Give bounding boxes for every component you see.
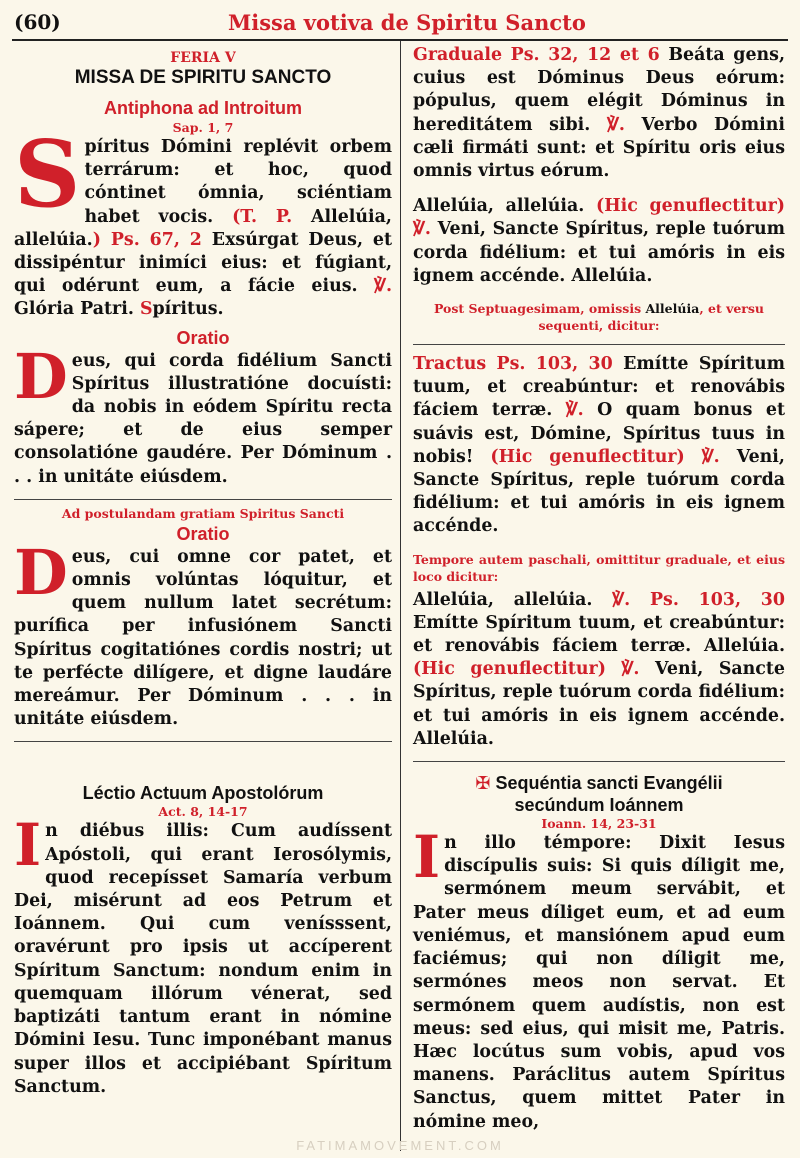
genuflect-rubric: (Hic genuflectitur) (490, 446, 685, 467)
versicle-icon: ℣. (374, 276, 392, 297)
page-number: (60) (14, 10, 61, 34)
versicle-psalm-ref: ℣. Ps. 103, 30 (612, 589, 785, 610)
graduale-label: Graduale Ps. 32, 12 et 6 (413, 45, 660, 65)
introit-title: Antiphona ad Introitum (104, 98, 302, 118)
gospel-title-2: secúndum Ioánnem (514, 795, 684, 816)
right-column (413, 44, 785, 1134)
septuag-part1: Post Septuagesimam, omissis (433, 301, 646, 317)
oratio1-text (14, 339, 392, 489)
septuag-alleluia: Allelúia (645, 301, 700, 317)
tractus-part2: O quam bonus et suávis est, Dómine, Spíritus tuus in nobis! (413, 400, 785, 467)
versicle-icon: ℣. (605, 659, 640, 680)
graduale-text (413, 44, 785, 183)
column-divider (400, 41, 401, 1151)
paschal-rubric: Tempore autem paschali, omittitur graduale, et eius loco dicitur: (413, 551, 785, 584)
postulandam-heading: Ad postulandam gratiam Spiritus Sancti (61, 505, 345, 521)
page-header (0, 0, 800, 40)
oratio1-title: Oratio (176, 327, 230, 348)
tractus-text (413, 353, 785, 539)
alleluia2-text (413, 589, 785, 751)
oratio1-body: eus, qui corda fidélium Sancti Spíritus illustratióne docuísti: da nobis in eódem Spíritu recta sápere; et de eius semper consolatióne gaudére. Per Dóminum . . . in unitáte eiúsdem. (14, 350, 392, 487)
versicle-icon: ℣. (684, 446, 720, 467)
dropcap-s: S (14, 120, 81, 228)
alleluia2-part3: Veni, Sancte Spíritus, reple tuórum corda fidélium: et tui amóris in eis ignem accénde. Allelúia. (413, 659, 785, 749)
dropcap-i: I (14, 811, 42, 880)
introit-ref: Sap. 1, 7 (172, 120, 234, 135)
introit-part2: Allelúia, allelúia. (14, 206, 392, 250)
graduale-part2: Verbo Dómini cæli firmáti sunt: et Spíritu oris eius omnis virtus eórum. (413, 114, 785, 182)
cross-icon: ✠ (475, 773, 491, 794)
lectio-title: Léctio Actuum Apostolórum (82, 783, 324, 804)
introit-part1: píritus Dómini replévit orbem terrárum: et hoc, quod cóntinet ómnia, sciéntiam habet vocis. (84, 137, 392, 227)
introit-tp: (T. P. (232, 206, 293, 227)
lectio-body: n diébus illis: Cum audíssent Apóstoli, qui erant Ierosólymis, quod recepísset Samaría verbum Dei, misérunt ad eos Petrum et Ioánnem. Qui cum venísssent, oravérunt pro ipsis ut accíperent Spíritum Sanctum: nondum enim in quemquam illórum vénerat, sed baptizáti tantum erant in nómine Dómini Iesu. Tunc imponébant manus super illos et accipiébant Spíritum Sanctum. (14, 821, 392, 1097)
dropcap-i: I (413, 823, 441, 892)
section-rule (14, 499, 392, 500)
missa-heading: MISSA DE SPIRITU SANCTO (74, 67, 332, 88)
alleluia2-part1: Allelúia, allelúia. (413, 589, 613, 610)
dropcap-d: D (14, 339, 68, 413)
oratio2-title: Oratio (176, 523, 230, 544)
versicle-icon: ℣. (413, 219, 431, 240)
section-rule (14, 741, 392, 742)
page-title: Missa votiva de Spiritu Sancto (228, 10, 586, 35)
genuflect-rubric: (Hic genuflectitur) (413, 659, 606, 680)
introit-part4: Glória Patri. (14, 299, 140, 320)
alleluia1-text (413, 195, 785, 288)
lectio-ref: Act. 8, 14-17 (158, 804, 248, 820)
introit-part3: Exsúrgat Deus, et dissipéntur inimíci eius: et fúgiant, qui odérunt eum, a fácie eius. (14, 229, 392, 297)
section-rule (413, 344, 785, 345)
alleluia1-part1: Allelúia, allelúia. (413, 196, 596, 217)
gospel-ref: Ioann. 14, 23-31 (541, 816, 657, 832)
tractus-label: Tractus Ps. 103, 30 (413, 354, 613, 375)
tractus-part3: Veni, Sancte Spíritus, reple tuórum corda fidélium: et tui amóris in eis ignem accénde. (413, 446, 785, 537)
introit-part5: píritus. (152, 299, 224, 320)
gospel-title-text: Sequéntia sancti Evangélii (495, 773, 723, 794)
alleluia1-part2: Veni, Sancte Spíritus, reple tuórum corda fidélium: et tui amóris in eis ignem accénde. Allelúia. (413, 219, 785, 286)
versicle-icon: ℣. (606, 114, 625, 135)
gospel-title-1 (413, 772, 785, 794)
septuag-part2: , et versu sequenti, dicitur: (538, 301, 765, 334)
introit-psalm-ref: Ps. 67, 2 (100, 229, 202, 250)
oratio2-text (14, 535, 392, 732)
oratio2-body: eus, cui omne cor patet, et omnis volúntas lóquitur, et quem nullum latet secrétum: purífica per infusiónem Sancti Spíritus cogitatiónes cordis nostri; ut te perféctе dilígere, et digne laudáre mereámur. Per Dóminum . . . in unitáte eiúsdem. (14, 546, 392, 730)
feria-heading: FERIA V (170, 50, 236, 66)
section-rule (413, 761, 785, 762)
versicle-icon: ℣. (565, 400, 584, 421)
genuflect-rubric: (Hic genuflectitur) (595, 196, 785, 217)
alleluia2-part2: Emítte Spíritum tuum, et creabúntur: et renovábis fáciem terræ. Allelúia. (413, 612, 785, 657)
watermark: FATIMAMOVEMENT.COM (296, 1138, 504, 1153)
dropcap-d: D (14, 535, 68, 609)
septuagesima-rubric (413, 300, 785, 334)
graduale-part1: Beáta gens, cuius est Dóminus Deus eórum: pópulus, quem elégit Dóminus in hereditátem sibi. (413, 45, 786, 135)
tractus-part1: Emítte Spíritum tuum, et creabúntur: et renovábis fáciem terræ. (413, 354, 785, 421)
gospel-body: n illo témpore: Dixit Iesus discípulis suis: Si quis díligit me, sermónem meum servábit, et Pater meus díliget eum, et ad eum veniémus, et mansiónem apud eum faciémus; qui non díligit me, sermónes meos non servat. Et sermónem quem audístis, non est meus: sed eius, qui misit me, Patris. Hæc locútus sum vobis, apud vos manens. Paráclitus autem Spíritus Sanctus, quem mittet Pater in nómine meo, (413, 833, 785, 1132)
left-column (14, 44, 392, 1099)
introit-s-red: S (139, 299, 153, 320)
introit-tp-close: ) (92, 229, 101, 250)
